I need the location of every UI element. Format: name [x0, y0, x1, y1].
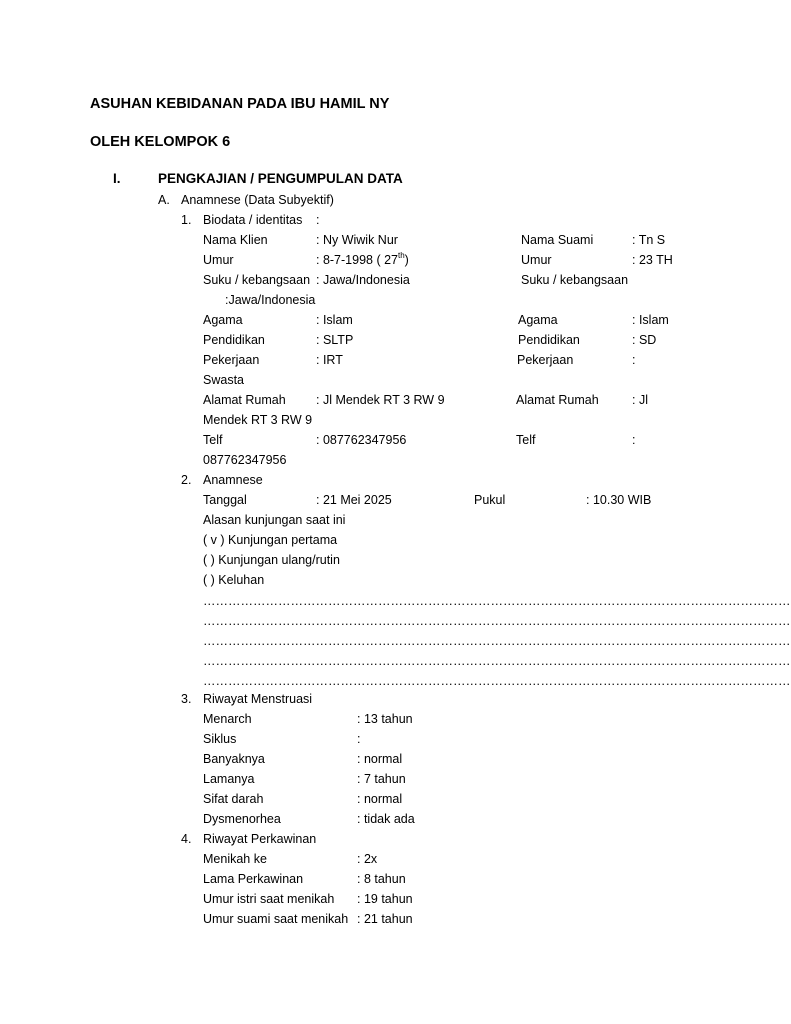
suami-age-value: : 23 TH: [632, 253, 673, 267]
tanggal-label: Tanggal: [203, 493, 247, 507]
klien-age-value: : 8-7-1998 ( 27th): [316, 251, 409, 267]
perkawinan-value: : 19 tahun: [357, 892, 413, 906]
dotted-line: ……………………………………………………………………………………………………………………………: [203, 634, 791, 648]
suami-pekerjaan-value: Swasta: [203, 373, 244, 387]
perkawinan-number: 4.: [181, 832, 192, 846]
menstruasi-value: : normal: [357, 752, 403, 766]
klien-suku-value: : Jawa/Indonesia: [316, 273, 410, 287]
menstruasi-label: Banyaknya: [203, 752, 265, 766]
alasan-label: Alasan kunjungan saat ini: [203, 513, 346, 527]
suami-name-label: Nama Suami: [521, 233, 594, 247]
menstruasi-value: :: [357, 732, 361, 746]
suami-telf-value: 087762347956: [203, 453, 287, 467]
klien-telf-value: : 087762347956: [316, 433, 407, 447]
option-keluhan: ( ) Keluhan: [203, 573, 265, 587]
document-title: ASUHAN KEBIDANAN PADA IBU HAMIL NY: [90, 96, 390, 112]
dotted-line: ……………………………………………………………………………………………………………………………: [203, 654, 791, 668]
suami-alamat-value: Mendek RT 3 RW 9: [203, 413, 313, 427]
klien-pendidikan-value: : SLTP: [316, 333, 354, 347]
biodata-number: 1.: [181, 213, 192, 227]
menstruasi-label: Sifat darah: [203, 792, 264, 806]
perkawinan-label: Umur suami saat menikah: [203, 912, 349, 926]
menstruasi-heading: Riwayat Menstruasi: [203, 692, 313, 706]
klien-pekerjaan-label: Pekerjaan: [203, 353, 260, 367]
suami-telf-label: Telf: [516, 433, 536, 447]
suami-agama-label: Agama: [518, 313, 558, 327]
suami-alamat-label: Alamat Rumah: [516, 393, 599, 407]
perkawinan-label: Menikah ke: [203, 852, 267, 866]
menstruasi-value: : 7 tahun: [357, 772, 406, 786]
suami-suku-label: Suku / kebangsaan: [521, 273, 629, 287]
suami-pendidikan-value: : SD: [632, 333, 657, 347]
menstruasi-number: 3.: [181, 692, 192, 706]
biodata-heading: Biodata / identitas: [203, 213, 303, 227]
perkawinan-heading: Riwayat Perkawinan: [203, 832, 317, 846]
klien-name-label: Nama Klien: [203, 233, 268, 247]
menstruasi-value: : tidak ada: [357, 812, 415, 826]
klien-name-value: : Ny Wiwik Nur: [316, 233, 398, 247]
klien-age-label: Umur: [203, 253, 234, 267]
anamnese-heading: Anamnese: [203, 473, 263, 487]
anamnese-number: 2.: [181, 473, 192, 487]
perkawinan-label: Lama Perkawinan: [203, 872, 304, 886]
menstruasi-label: Lamanya: [203, 772, 255, 786]
klien-alamat-value: : Jl Mendek RT 3 RW 9: [316, 393, 445, 407]
section-heading: PENGKAJIAN / PENGUMPULAN DATA: [158, 171, 403, 186]
menstruasi-value: : normal: [357, 792, 403, 806]
suami-suku-value: :Jawa/Indonesia: [225, 293, 316, 307]
option-kunjungan-pertama: ( v ) Kunjungan pertama: [203, 533, 338, 547]
pukul-value: : 10.30 WIB: [586, 493, 652, 507]
section-number: I.: [113, 171, 121, 186]
klien-agama-value: : Islam: [316, 313, 353, 327]
klien-pendidikan-label: Pendidikan: [203, 333, 265, 347]
perkawinan-value: : 21 tahun: [357, 912, 413, 926]
tanggal-value: : 21 Mei 2025: [316, 493, 392, 507]
suami-agama-value: : Islam: [632, 313, 669, 327]
suami-pendidikan-label: Pendidikan: [518, 333, 580, 347]
dotted-line: ……………………………………………………………………………………………………………………………: [203, 594, 791, 608]
klien-pekerjaan-value: : IRT: [316, 353, 343, 367]
menstruasi-label: Dysmenorhea: [203, 812, 281, 826]
klien-suku-label: Suku / kebangsaan: [203, 273, 311, 287]
suami-pekerjaan-colon: :: [632, 353, 636, 367]
document-subtitle: OLEH KELOMPOK 6: [90, 134, 231, 150]
menstruasi-value: : 13 tahun: [357, 712, 413, 726]
perkawinan-label: Umur istri saat menikah: [203, 892, 335, 906]
biodata-colon: :: [316, 213, 320, 227]
perkawinan-value: : 8 tahun: [357, 872, 406, 886]
option-kunjungan-ulang: ( ) Kunjungan ulang/rutin: [203, 553, 340, 567]
pukul-label: Pukul: [474, 493, 506, 507]
perkawinan-value: : 2x: [357, 852, 378, 866]
dotted-line: ……………………………………………………………………………………………………………………………: [203, 614, 791, 628]
suami-name-value: : Tn S: [632, 233, 666, 247]
klien-agama-label: Agama: [203, 313, 243, 327]
klien-alamat-label: Alamat Rumah: [203, 393, 286, 407]
suami-telf-colon: :: [632, 433, 636, 447]
klien-telf-label: Telf: [203, 433, 223, 447]
dotted-line: ……………………………………………………………………………………………………………………………: [203, 674, 791, 688]
suami-pekerjaan-label: Pekerjaan: [517, 353, 574, 367]
menstruasi-label: Siklus: [203, 732, 237, 746]
suami-alamat-colon: : Jl: [632, 393, 648, 407]
sub-a-letter: A.: [158, 193, 170, 207]
menstruasi-label: Menarch: [203, 712, 252, 726]
sub-a-heading: Anamnese (Data Subyektif): [181, 193, 334, 207]
suami-age-label: Umur: [521, 253, 552, 267]
